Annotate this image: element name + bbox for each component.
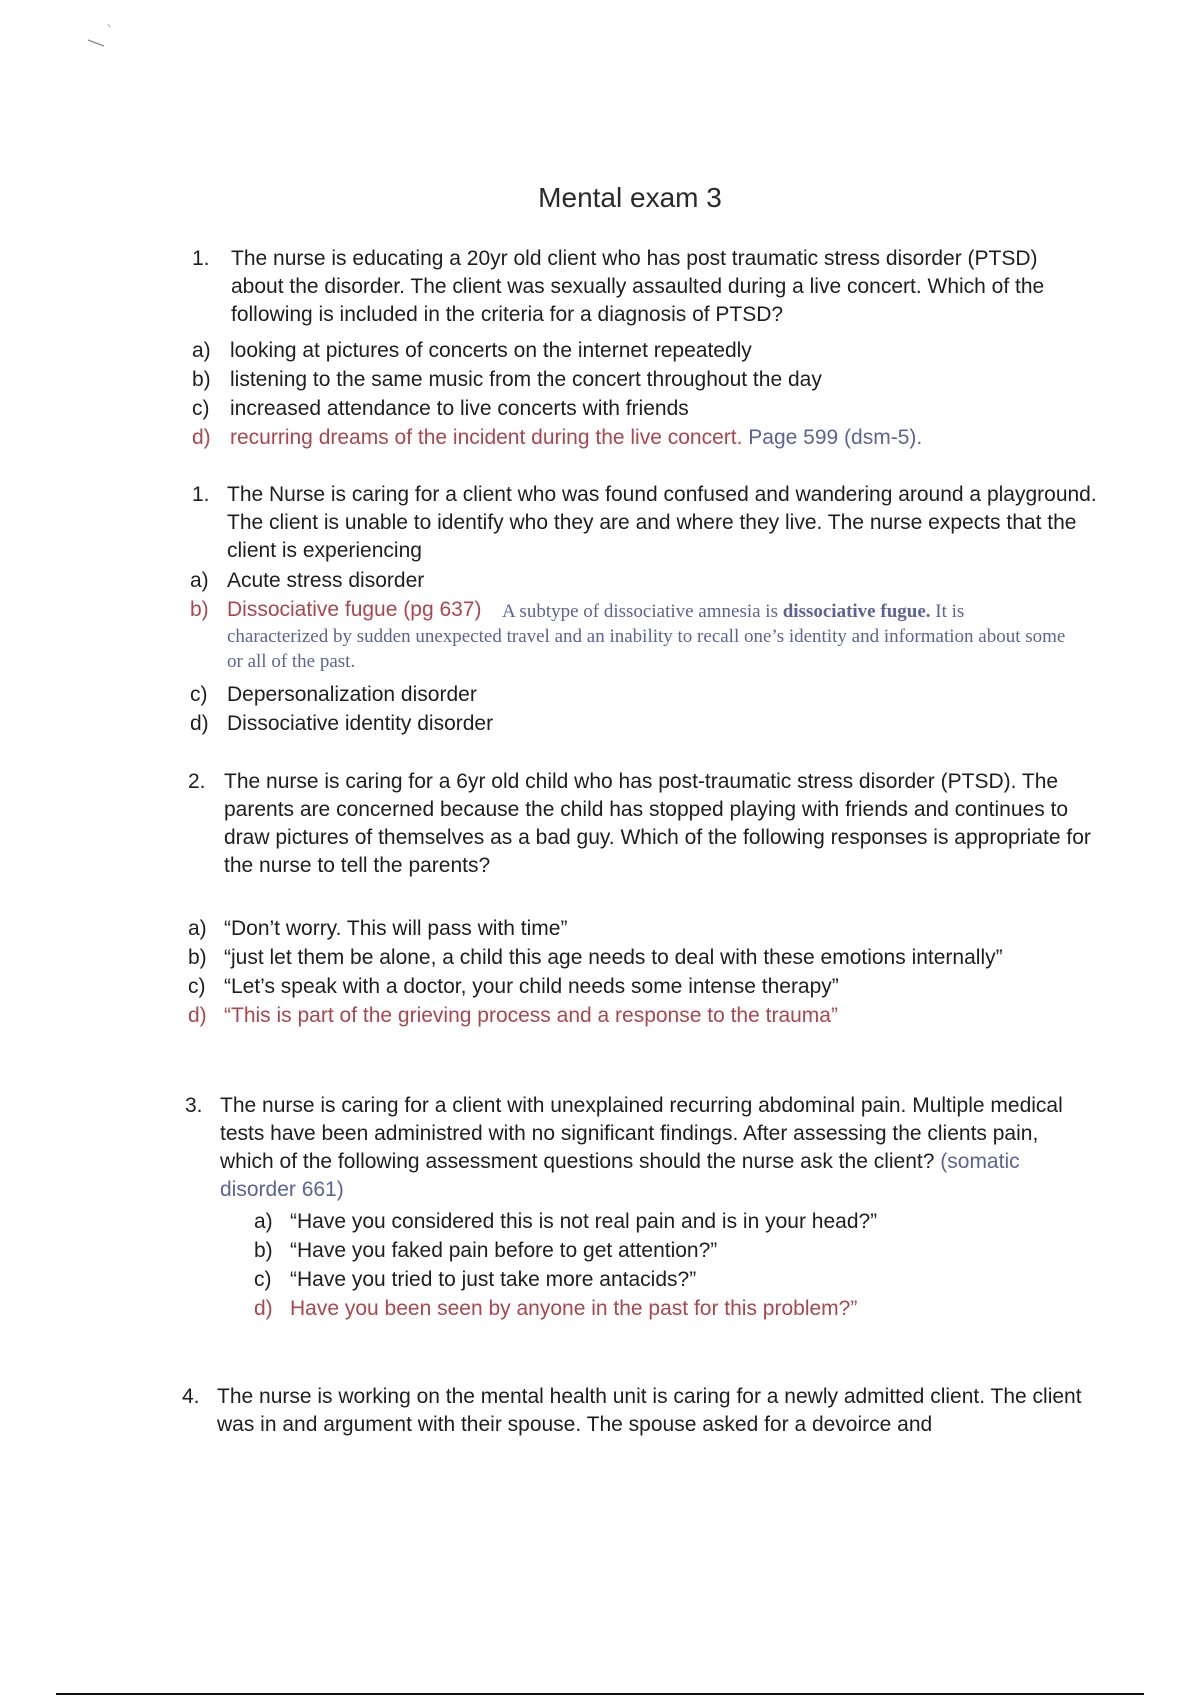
option-letter: a): [192, 339, 211, 362]
answer-explanation: [227, 599, 1067, 674]
option-letter: c): [188, 975, 206, 998]
page-title: Mental exam 3: [538, 182, 722, 213]
option-letter: a): [190, 569, 209, 592]
question-number: 1.: [192, 247, 210, 270]
option-letter: c): [190, 683, 208, 706]
option-letter: a): [188, 917, 207, 940]
option-text: recurring dreams of the incident during the live concert.: [230, 426, 743, 449]
option-text: looking at pictures of concerts on the internet repeatedly: [230, 339, 752, 362]
option-letter: c): [254, 1268, 272, 1291]
option-letter: b): [254, 1239, 273, 1262]
option-text: increased attendance to live concerts with friends: [230, 397, 689, 420]
option-text: “This is part of the grieving process and a response to the trauma”: [224, 1004, 838, 1027]
bottom-rule: [56, 1693, 1144, 1695]
question-number: 2.: [188, 770, 206, 793]
answer-reference: (pg 637): [403, 598, 482, 621]
question-text: [220, 1092, 1090, 1204]
option-text: Depersonalization disorder: [227, 683, 477, 706]
option-letter: d): [190, 712, 209, 735]
answer-reference: Page 599 (dsm-5).: [748, 426, 923, 449]
option-letter: b): [188, 946, 207, 969]
question-body: The nurse is caring for a client with unexplained recurring abdominal pain. Multiple medical tests have been administred with no significant findings. After assessing the clients pain, which of the following assessment questions should the nurse ask the client?: [220, 1094, 1063, 1173]
option-letter: b): [192, 368, 211, 391]
option-text: “Don’t worry. This will pass with time”: [224, 917, 568, 940]
question-number: 4.: [182, 1385, 200, 1408]
question-text: The nurse is educating a 20yr old client who has post traumatic stress disorder (PTSD) about the disorder. The client was sexually assaulted during a live concert. Which of the following is included in the criteria for a diagnosis of PTSD?: [231, 247, 1045, 326]
note-text: A subtype of dissociative amnesia is: [502, 601, 778, 622]
answer-reference: (somatic disorder 661): [220, 1150, 1020, 1201]
option-text: Dissociative fugue: [227, 598, 398, 621]
question-text: The nurse is caring for a 6yr old child who has post-traumatic stress disorder (PTSD). The parents are concerned because the child has stopped playing with friends and continues to draw pictures of themselves as a bad guy. Which of the following responses is appropriate for the nurse to tell the parents?: [224, 770, 1091, 877]
note-text: It is characterized by sudden unexpected travel and an inability to recall one’s identity and information about some or all of the past.: [227, 601, 1066, 672]
option-letter: c): [192, 397, 210, 420]
option-text: Acute stress disorder: [227, 569, 425, 592]
question-text: The nurse is working on the mental health unit is caring for a newly admitted client. The client was in and argument with their spouse. The spouse asked for a devoirce and: [217, 1385, 1082, 1436]
question-text: The Nurse is caring for a client who was found confused and wandering around a playground. The client is unable to identify who they are and where they live. The nurse expects that the client is experiencing: [227, 483, 1097, 562]
option-text: “Have you faked pain before to get attention?”: [290, 1239, 718, 1262]
note-bold-term: dissociative fugue.: [782, 601, 931, 622]
option-text: Have you been seen by anyone in the past for this problem?”: [290, 1297, 858, 1320]
option-text: “Have you considered this is not real pain and is in your head?”: [290, 1210, 878, 1233]
option-text: listening to the same music from the concert throughout the day: [230, 368, 822, 391]
question-number: 1.: [192, 483, 210, 506]
option-letter: d): [188, 1004, 207, 1027]
option-letter: d): [254, 1297, 273, 1320]
option-letter: a): [254, 1210, 273, 1233]
scan-marks: [82, 10, 122, 70]
option-text: “Have you tried to just take more antacids?”: [290, 1268, 697, 1291]
option-text: “Let’s speak with a doctor, your child needs some intense therapy”: [224, 975, 839, 998]
option-text: Dissociative identity disorder: [227, 712, 494, 735]
option-letter: d): [192, 426, 211, 449]
option-letter: b): [190, 598, 209, 621]
question-number: 3.: [185, 1094, 203, 1117]
option-text: “just let them be alone, a child this age needs to deal with these emotions internally”: [224, 946, 1003, 969]
